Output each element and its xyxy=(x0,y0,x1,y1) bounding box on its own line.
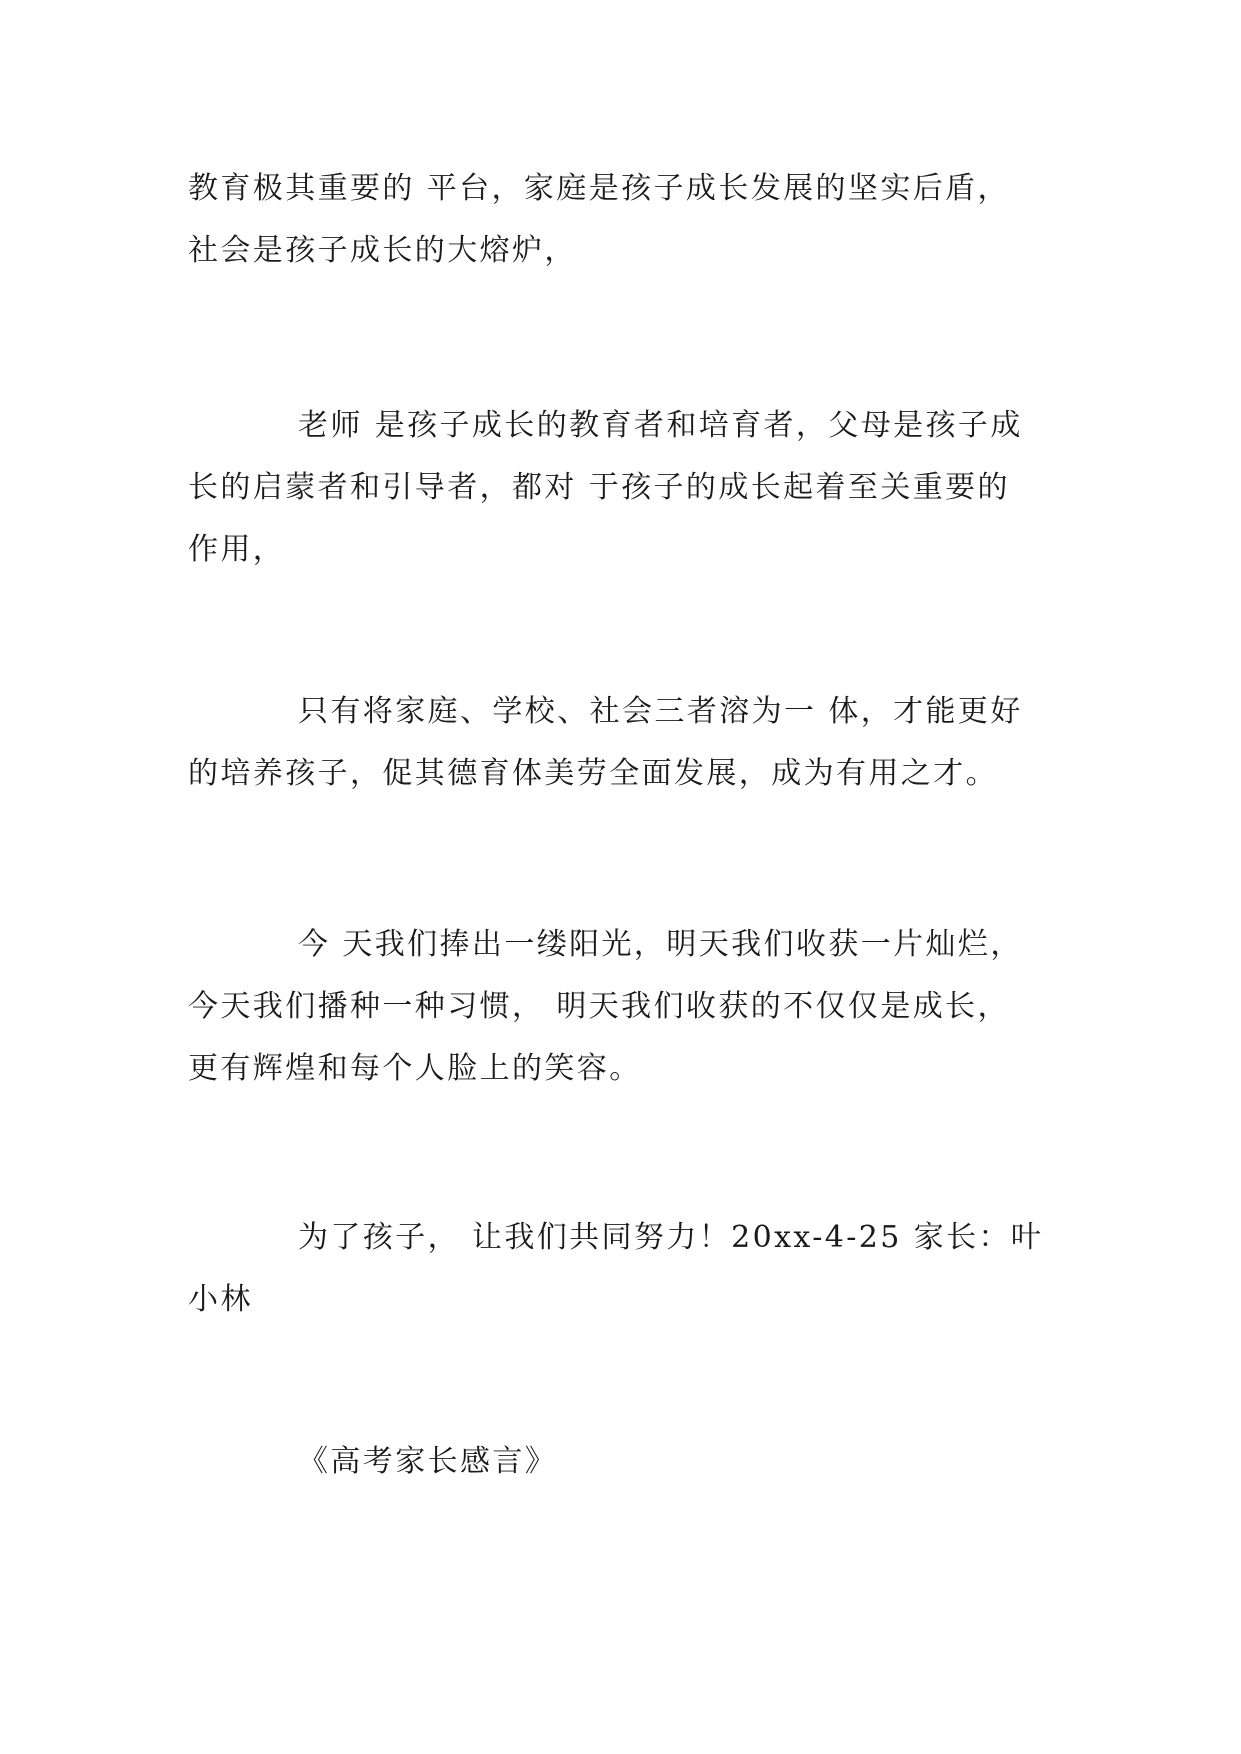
paragraph-line: 为了孩子， 让我们共同努力！20xx-4-25 家长：叶 xyxy=(298,1220,1044,1255)
paragraph-1 xyxy=(188,158,1058,282)
paragraph-line: 社会是孩子成长的大熔炉， xyxy=(188,233,577,268)
paragraph-line: 教育极其重要的 平台，家庭是孩子成长发展的坚实后盾， xyxy=(188,171,1010,206)
paragraph-5 xyxy=(188,1207,1058,1331)
paragraph-line: 老师 是孩子成长的教育者和培育者，父母是孩子成 xyxy=(298,408,1023,443)
paragraph-line: 只有将家庭、学校、社会三者溶为一 体，才能更好 xyxy=(298,694,1023,729)
paragraph-3 xyxy=(188,681,1058,805)
paragraph-line: 作用， xyxy=(188,532,286,567)
paragraph-line: 今 天我们捧出一缕阳光，明天我们收获一片灿烂， xyxy=(298,927,1023,962)
document-title xyxy=(188,1431,1058,1493)
paragraph-line: 长的启蒙者和引导者，都对 于孩子的成长起着至关重要的 xyxy=(188,470,1010,505)
paragraph-line: 小林 xyxy=(188,1282,253,1317)
paragraph-line: 今天我们播种一种习惯， 明天我们收获的不仅仅是成长， xyxy=(188,989,1010,1024)
paragraph-4 xyxy=(188,914,1058,1100)
paragraph-2 xyxy=(188,395,1058,581)
paragraph-line: 的培养孩子，促其德育体美劳全面发展，成为有用之才。 xyxy=(188,756,998,791)
paragraph-line: 更有辉煌和每个人脸上的笑容。 xyxy=(188,1051,642,1086)
title-line: 《高考家长感言》 xyxy=(298,1444,558,1479)
